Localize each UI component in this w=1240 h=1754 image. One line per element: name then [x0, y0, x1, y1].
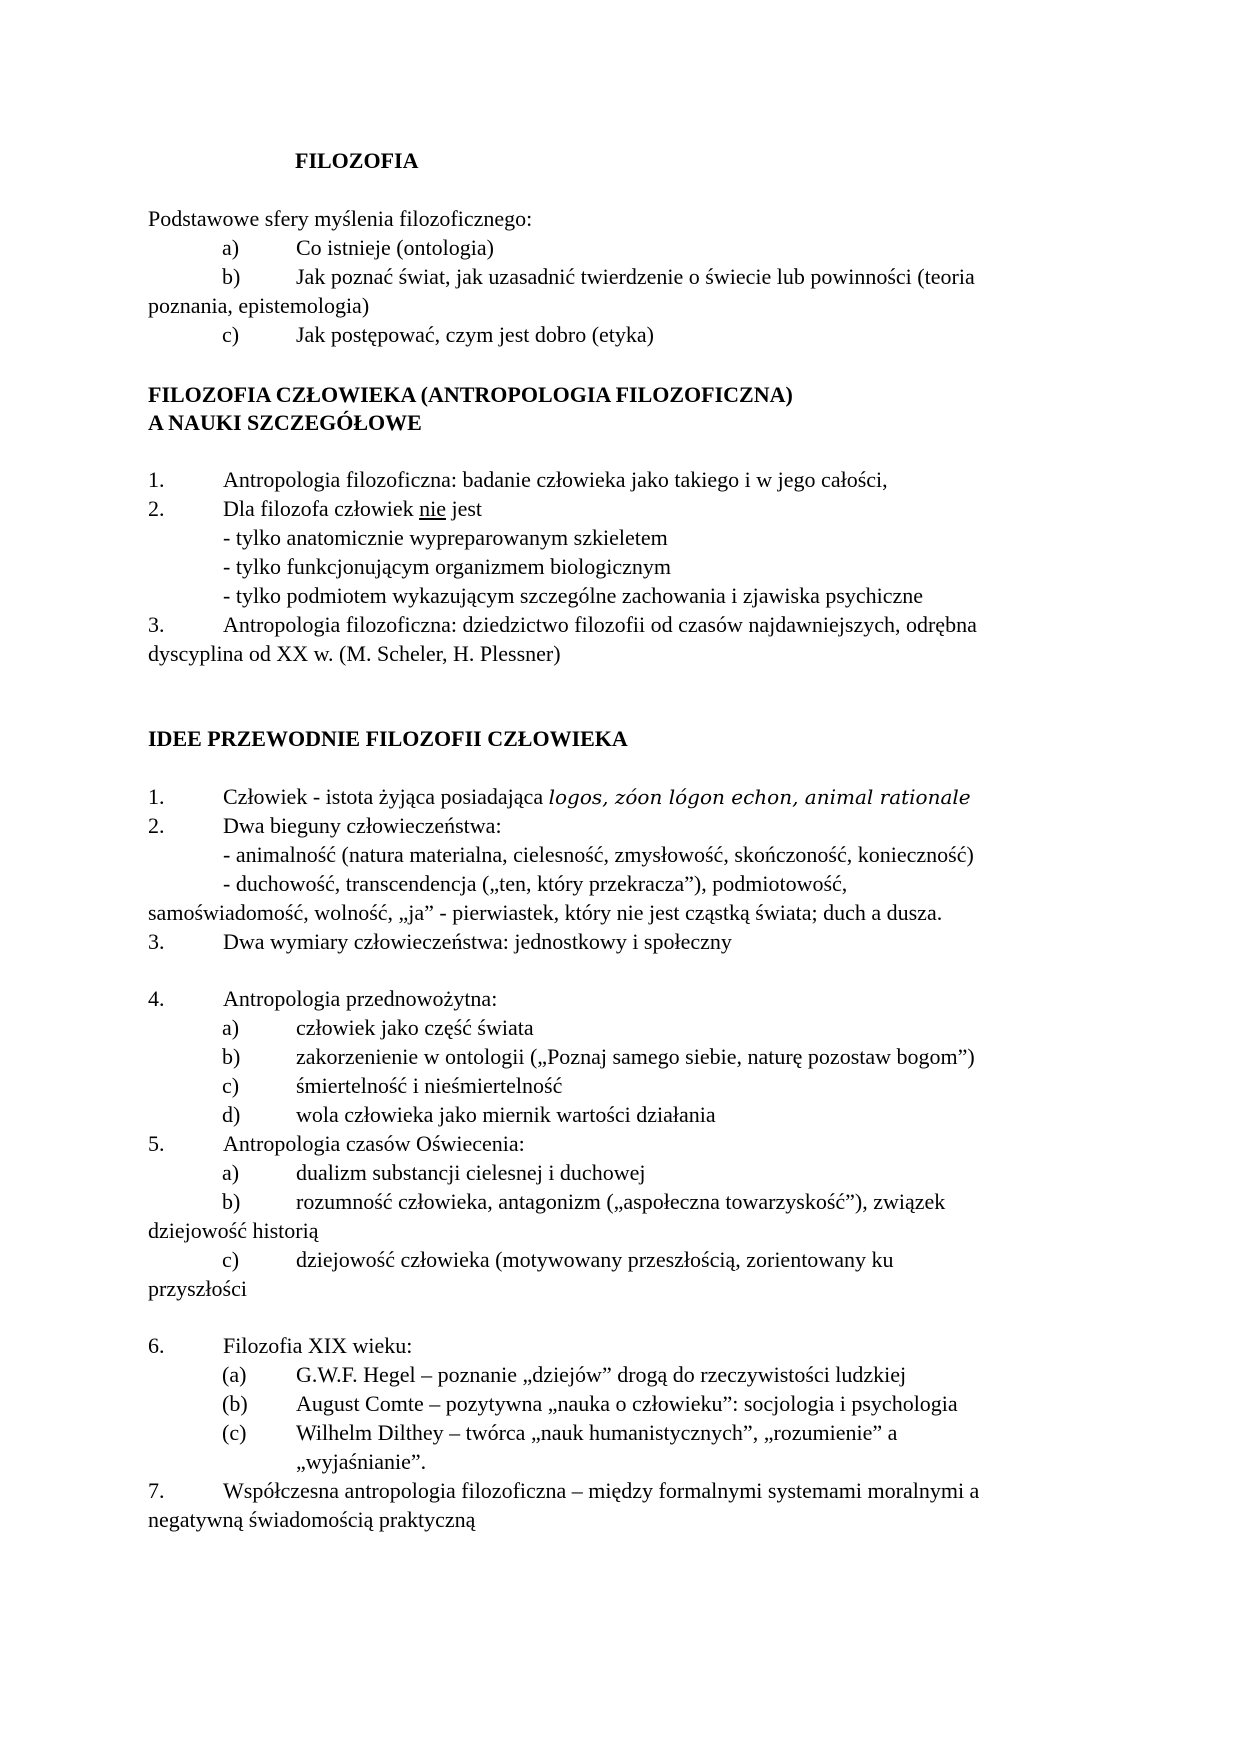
section2-item-3: 3. Dwa wymiary człowieczeństwa: jednostkowy i społeczny — [148, 929, 732, 954]
section2-heading: IDEE PRZEWODNIE FILOZOFII CZŁOWIEKA — [148, 726, 628, 751]
section2-item-4: 4. Antropologia przednowożytna: — [148, 986, 498, 1011]
sphere-item-a: a) Co istnieje (ontologia) — [222, 235, 494, 260]
section1-item-2: 2. Dla filozofa człowiek nie jest — [148, 496, 483, 521]
document-title: FILOZOFIA — [295, 148, 419, 173]
section2-item-6: 6. Filozofia XIX wieku: — [148, 1333, 413, 1358]
item4-sub-d: d) wola człowieka jako miernik wartości działania — [222, 1102, 716, 1127]
sphere-item-b-cont: poznania, epistemologia) — [148, 293, 370, 318]
sphere-item-b: b) Jak poznać świat, jak uzasadnić twierdzenie o świecie lub powinności (teoria — [222, 264, 975, 289]
underlined-word: nie — [419, 496, 446, 521]
section2-item-2-line-a: - animalność (natura materialna, cielesność, zmysłowość, skończoność, konieczność) — [223, 842, 974, 867]
section1-item-3: 3. Antropologia filozoficzna: dziedzictwo filozofii od czasów najdawniejszych, odrębna — [148, 612, 977, 637]
item4-sub-b: b) zakorzenienie w ontologii („Poznaj samego siebie, naturę pozostaw bogom”) — [222, 1044, 975, 1069]
section1-item-2-bullet: - tylko funkcjonującym organizmem biologicznym — [223, 554, 672, 579]
section2-item-7: 7. Współczesna antropologia filozoficzna – między formalnymi systemami moralnymi a — [148, 1478, 980, 1503]
section2-item-2: 2. Dwa bieguny człowieczeństwa: — [148, 813, 502, 838]
item6-sub-a: (a) G.W.F. Hegel – poznanie „dziejów” drogą do rzeczywistości ludzkiej — [222, 1362, 907, 1387]
item5-sub-b: b) rozumność człowieka, antagonizm („aspołeczna towarzyskość”), związek — [222, 1189, 946, 1214]
section2-item-5: 5. Antropologia czasów Oświecenia: — [148, 1131, 525, 1156]
section1-item-1: 1. Antropologia filozoficzna: badanie człowieka jako takiego i w jego całości, — [148, 467, 888, 492]
section1-item-3-cont: dyscyplina od XX w. (M. Scheler, H. Plessner) — [148, 641, 561, 666]
sphere-item-c: c) Jak postępować, czym jest dobro (etyka) — [222, 322, 654, 347]
section2-item-2-line-b: - duchowość, transcendencja („ten, który przekracza”), podmiotowość, — [223, 871, 848, 896]
section1-heading-line2: A NAUKI SZCZEGÓŁOWE — [148, 410, 422, 435]
section2-item-2-line-b-cont: samoświadomość, wolność, „ja” - pierwiastek, który nie jest cząstką świata; duch a dusza. — [148, 900, 943, 925]
item6-sub-b: (b) August Comte – pozytywna „nauka o człowieku”: socjologia i psychologia — [222, 1391, 958, 1416]
item6-sub-c: (c) Wilhelm Dilthey – twórca „nauk humanistycznych”, „rozumienie” a — [222, 1420, 898, 1445]
item5-sub-c-cont: przyszłości — [148, 1276, 247, 1301]
item6-sub-c-cont: „wyjaśnianie”. — [296, 1449, 427, 1474]
italic-terms: logos, zóon lógon echon, animal rationale — [548, 785, 971, 809]
section1-item-2-bullet: - tylko anatomicznie wypreparowanym szkieletem — [223, 525, 668, 550]
section1-item-2-bullet: - tylko podmiotem wykazującym szczególne zachowania i zjawiska psychiczne — [223, 583, 924, 608]
item4-sub-a: a) człowiek jako część świata — [222, 1015, 534, 1040]
section1-heading-line1: FILOZOFIA CZŁOWIEKA (ANTROPOLOGIA FILOZOFICZNA) — [148, 382, 793, 407]
section2-item-7-cont: negatywną świadomością praktyczną — [148, 1507, 476, 1532]
item5-sub-b-cont: dziejowość historią — [148, 1218, 319, 1243]
item4-sub-c: c) śmiertelność i nieśmiertelność — [222, 1073, 563, 1098]
section2-item-1: 1. Człowiek - istota żyjąca posiadająca logos, zóon lógon echon, animal rationale — [148, 784, 971, 809]
spheres-intro: Podstawowe sfery myślenia filozoficznego: — [148, 206, 533, 231]
item5-sub-a: a) dualizm substancji cielesnej i duchowej — [222, 1160, 646, 1185]
item5-sub-c: c) dziejowość człowieka (motywowany przeszłością, zorientowany ku — [222, 1247, 894, 1272]
